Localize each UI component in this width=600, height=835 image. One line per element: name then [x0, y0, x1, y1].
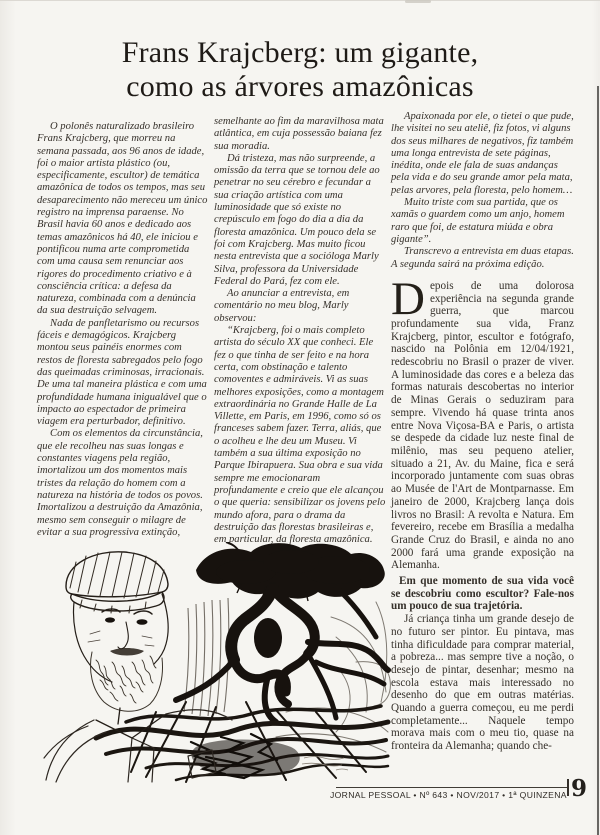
column-1	[37, 121, 208, 539]
ink-drawing-svg	[36, 542, 393, 792]
interview-answer: Já criança tinha um grande desejo de no futuro ser pintor. Eu pintava, mas tinha dificuldade para comprar material, a pobreza... mas sempre tive a noção, o desejo de pintar, desenhar; mesmo na escola estava mais interessado no desenho do que em outras matérias. Quando a guerra começou, eu me perdi completamente... Naquele tempo morava mais com o meu tio, quase na fronteira da Alemanha; quando che-	[391, 613, 574, 753]
krajcberg-tree-drawing	[36, 542, 393, 792]
article-title	[0, 36, 600, 104]
paragraph-text: epois de uma dolorosa experiência na segunda grande guerra, que marcou profundamente sua vida, Franz Krajcberg, pintor, escultor e fotógrafo, nascido na Polônia em 12/04/1921, redescobriu no Brasil o prazer de viver. A luminosidade das cores e a beleza das formas naturais descobertas no interior de Minas Gerais o seduziram para sempre. Vivendo há quase trinta anos entre Nova Viçosa-BA e Paris, o artista se despede da cidade luz neste final de milênio, mas seu pequeno atelier, situado a 21, Av. du Maine, fica e será incorporado juntamente com suas obras ao Musée de l'Art de Montparnasse. Em janeiro de 2000, Krajcberg lança dois livros no Brasil: A revolta e Natura. Em fevereiro, recebe em Brasília a medalha Grande Cruz do Brasil, e ainda no ano 2000 fará uma grande exposição na Alemanha.	[391, 279, 574, 572]
interview-question: Em que momento de sua vida você se descobriu como escultor? Fale-nos um pouco de sua trajetória.	[391, 575, 574, 613]
page-number: 9	[571, 775, 588, 802]
column-2	[214, 116, 386, 546]
scan-artifact	[405, 0, 431, 3]
tree-canopy	[196, 542, 385, 601]
article-paragraph: O polonês naturalizado brasileiro Frans Krajcberg, que morreu na semana passada, aos 96 anos de idade, foi o maior artista plástico (ou, especificamente, escultor) de temática amazônica de todos os tempos, mas seu desaparecimento não mereceu um único registro na imprensa paraense. No Brasil havia 60 anos e dedicado aos temas amazônicos há 40, ele iniciou e pontificou numa arte comprometida com uma causa sem renunciar aos rigores do procedimento criativo e à consciência crítica: a defesa da natureza, combinada com a denúncia da sua destruição selvagem.	[37, 121, 208, 317]
article-paragraph: Apaixonada por ele, o tietei o que pude, lhe visitei no seu ateliê, fiz fotos, vi alguns dos seus milhares de negativos, fiz também uma longa entrevista de sete páginas, inédita, onde ele fala de suas andanças pela vida e do seu grande amor pela mata, pelas arvores, pela floresta, pelo homem…	[391, 111, 574, 196]
scan-top-edge	[0, 0, 600, 1]
article-paragraph: Dá tristeza, mas não surpreende, a omissão da terra que se tornou dele ao penetrar no seu cérebro e fecundar a sua criação artística com uma luminosidade que só existe no crepúsculo em fogo do dia a dia da floresta amazônica. Um pouco dela se foi com Krajcberg. Mas muito ficou nesta entrevista que a socióloga Marly Silva, professora da Universidade Federal do Pará, fez com ele.	[214, 152, 380, 287]
title-line-1: Frans Krajcberg: um gigante,	[121, 36, 479, 69]
article-dropcap-paragraph	[391, 272, 574, 572]
scan-edge-artifact	[597, 86, 599, 835]
drop-cap-letter: D	[391, 272, 425, 325]
footer-tick	[567, 779, 569, 796]
article-paragraph: Muito triste com sua partida, que os xamãs o guardem como um anjo, homem raro que foi, de estatura miúda e obra gigante”.	[391, 197, 565, 245]
footer-rule	[336, 787, 568, 788]
article-paragraph: Ao anunciar a entrevista, em comentário no meu blog, Marly observou:	[214, 288, 350, 324]
tree-trunk	[176, 587, 388, 722]
title-line-2: como as árvores amazônicas	[126, 70, 474, 103]
article-paragraph: Nada de panfletarismo ou recursos fáceis e demagógicos. Krajcberg montou seus painéis enormes com restos de floresta sabregados pelo fogo das queimadas criminosas, irracionais. De uma tal maneira plástica e com uma profundidade humana inigualável que o impacto ao espectador de primeira viagem era perturbador, definitivo.	[37, 317, 207, 428]
footer-journal-info: JORNAL PESSOAL • Nº 643 • NOV/2017 • 1ª QUINZENA	[330, 790, 567, 800]
article-quote-paragraph: “Krajcberg, foi o mais completo artista do século XX que conheci. Ele fez o que tinha de ser feito e na hora certa, com obstinação e talento comoventes e admiráveis. Vi as suas melhores exposições, como a montagem extraordinária no Grande Halle de La Villette, em Paris, em 1996, como só os franceses sabem fazer. Terra, aliás, que o acolheu e lhe deu um Museu. Vi também a sua última exposição no Parque Ibirapuera. Sua obra e sua vida sempre me emocionaram profundamente e creio que ele alcançou o que queria: sensibilizar os jovens pelo mundo afora, para o drama da destruição das florestas brasileiras e, em particular, da floresta amazônica.	[214, 325, 386, 546]
column-3	[391, 111, 574, 753]
article-paragraph: semelhante ao fim da maravilhosa mata atlântica, em cuja possessão baiana fez sua moradia.	[214, 116, 384, 152]
article-paragraph: Transcrevo a entrevista em duas etapas. A segunda sairá na próxima edição.	[391, 246, 574, 270]
article-paragraph: Com os elementos da circunstância, que ele recolheu nas suas longas e constantes viagens pela região, imortalizou um dos momentos mais tristes da relação do homem com a natureza na história de todos os povos. Imortalizou a destruição da Amazônia, mesmo sem conseguir o milagre de evitar a sua progressiva extinção,	[37, 428, 203, 538]
trunk-striations	[184, 598, 229, 716]
